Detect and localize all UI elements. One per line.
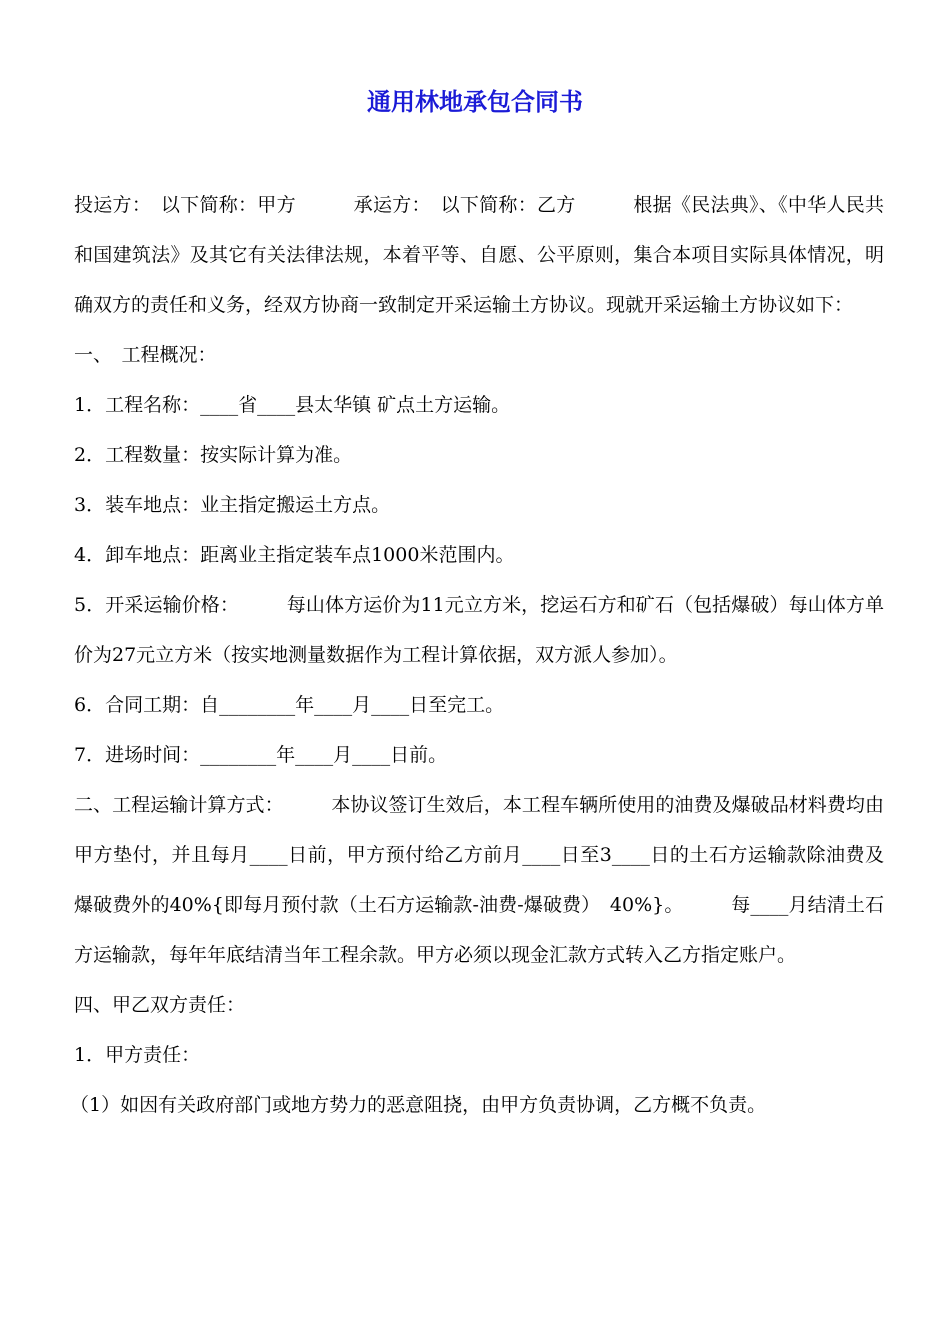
section-heading-responsibilities: 四、甲乙双方责任： [74, 994, 246, 1016]
section-calculation-method: 二、工程运输计算方式： 本协议签订生效后，本工程车辆所使用的油费及爆破品材料费均由甲方垫付，并且每月____日前，甲方预付给乙方前月____日至3____日的土石方运输款除油费及爆破费外的40%{即每月预付款（土石方运输款-油费-爆破费） 40%}。 每____月结清土石方运输款，每年年底结清当年工程余款。甲方必须以现金汇款方式转入乙方指定账户。 [74, 794, 884, 966]
item-unloading-location: 4．卸车地点：距离业主指定装车点1000米范围内。 [74, 544, 515, 566]
item-loading-location: 3．装车地点：业主指定搬运土方点。 [74, 494, 391, 516]
item-price: 5．开采运输价格： 每山体方运价为11元立方米，挖运石方和矿石（包括爆破）每山体方单价为27元立方米（按实地测量数据作为工程计算依据，双方派人参加）。 [74, 594, 884, 666]
item-party-a-responsibility-1: （1）如因有关政府部门或地方势力的恶意阻挠，由甲方负责协调，乙方概不负责。 [70, 1094, 767, 1116]
item-contract-period: 6．合同工期：自________年____月____日至完工。 [74, 694, 505, 716]
section-heading-overview: 一、 工程概况： [74, 344, 217, 366]
preamble-paragraph: 投运方： 以下简称：甲方 承运方： 以下简称：乙方 根据《民法典》、《中华人民共和国建筑法》及其它有关法律法规，本着平等、自愿、公平原则，集合本项目实际具体情况，明确双方的责任和义务，经双方协商一致制定开采运输土方协议。现就开采运输土方协议如下： [74, 194, 884, 316]
document-title: 通用林地承包合同书 [367, 88, 583, 116]
item-project-name: 1．工程名称：____省____县太华镇 矿点土方运输。 [74, 394, 511, 416]
document-body [70, 180, 884, 1130]
item-project-quantity: 2．工程数量：按实际计算为准。 [74, 444, 353, 466]
item-party-a-responsibility: 1．甲方责任： [74, 1044, 201, 1066]
item-entry-time: 7．进场时间：________年____月____日前。 [74, 744, 448, 766]
